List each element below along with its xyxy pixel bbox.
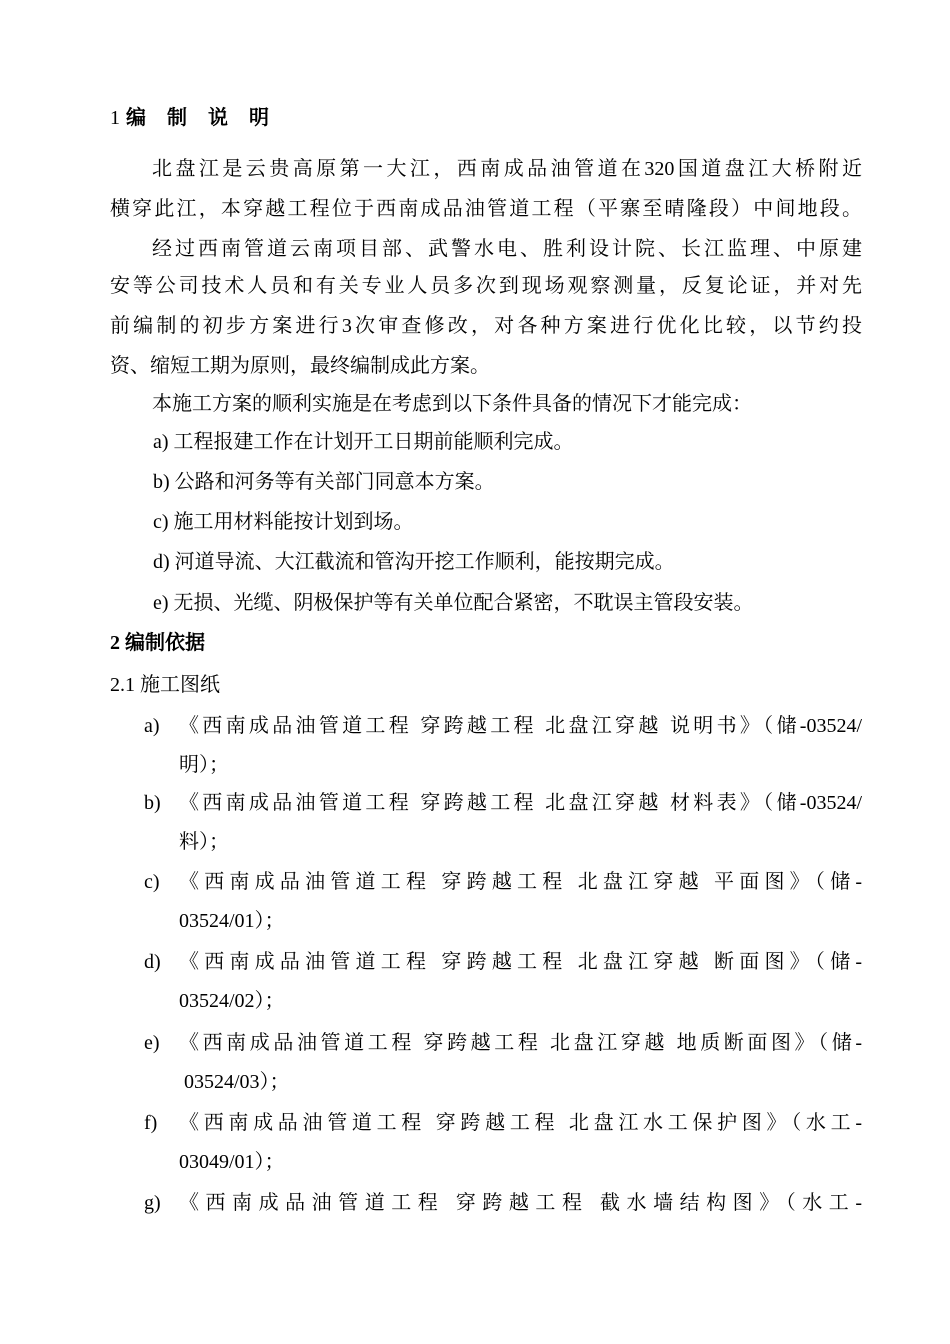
list-item: 《西南成品油管道工程 穿跨越工程 截水墙结构图》（水工-	[179, 1192, 862, 1214]
list-item-label: g)	[144, 1192, 161, 1214]
list-item: 《西南成品油管道工程 穿跨越工程 北盘江穿越 平面图》（储-	[179, 871, 862, 893]
paragraph-3: 本施工方案的顺利实施是在考虑到以下条件具备的情况下才能完成：	[152, 393, 752, 415]
list-item-continuation: 03524/02）；	[179, 990, 285, 1012]
list-item: 《西南成品油管道工程 穿跨越工程 北盘江穿越 断面图》（储-	[179, 951, 862, 973]
subsection-2-1-heading: 2.1 施工图纸	[110, 674, 220, 696]
paragraph-2-line-1: 经过西南管道云南项目部、武警水电、胜利设计院、长江监理、中原建	[152, 238, 862, 260]
paragraph-1-line-1: 北盘江是云贵高原第一大江，西南成品油管道在320国道盘江大桥附近	[152, 158, 862, 180]
list-item-label: c)	[144, 871, 160, 893]
list-item-continuation: 03524/03）；	[184, 1071, 290, 1093]
paragraph-2-line-2: 安等公司技术人员和有关专业人员多次到现场观察测量，反复论证，并对先	[110, 275, 862, 297]
list-item-continuation: 03524/01）；	[179, 910, 285, 932]
list-item: 《西南成品油管道工程 穿跨越工程 北盘江穿越 材料表》（储-03524/	[179, 792, 862, 814]
section-1-title: 编 制 说 明	[126, 107, 277, 129]
list-item-continuation: 明）；	[179, 754, 229, 776]
list-item: 《西南成品油管道工程 穿跨越工程 北盘江水工保护图》（水工-	[179, 1112, 862, 1134]
list-item-continuation: 03049/01）；	[179, 1151, 285, 1173]
list-item-continuation: 料）；	[179, 831, 229, 853]
condition-item: d) 河道导流、大江截流和管沟开挖工作顺利，能按期完成。	[153, 551, 675, 573]
list-item-label: b)	[144, 792, 161, 814]
list-item-label: d)	[144, 951, 161, 973]
section-1-heading	[110, 104, 862, 132]
section-1-number: 1	[110, 107, 120, 129]
list-item-label: e)	[144, 1032, 160, 1054]
condition-item: b) 公路和河务等有关部门同意本方案。	[153, 471, 495, 493]
paragraph-2-line-3: 前编制的初步方案进行3次审查修改，对各种方案进行优化比较，以节约投	[110, 315, 862, 337]
condition-item: c) 施工用材料能按计划到场。	[153, 511, 414, 533]
list-item-label: a)	[144, 715, 160, 737]
paragraph-2-line-4: 资、缩短工期为原则，最终编制成此方案。	[110, 355, 490, 377]
list-item: 《西南成品油管道工程 穿跨越工程 北盘江穿越 地质断面图》（储-	[179, 1032, 862, 1054]
paragraph-1-line-2: 横穿此江，本穿越工程位于西南成品油管道工程（平寨至晴隆段）中间地段。	[110, 198, 862, 220]
section-2-heading: 2 编制依据	[110, 632, 205, 654]
list-item-label: f)	[144, 1112, 158, 1134]
condition-item: a) 工程报建工作在计划开工日期前能顺利完成。	[153, 431, 574, 453]
condition-item: e) 无损、光缆、阴极保护等有关单位配合紧密，不耽误主管段安装。	[153, 592, 754, 614]
list-item: 《西南成品油管道工程 穿跨越工程 北盘江穿越 说明书》（储-03524/	[179, 715, 862, 737]
